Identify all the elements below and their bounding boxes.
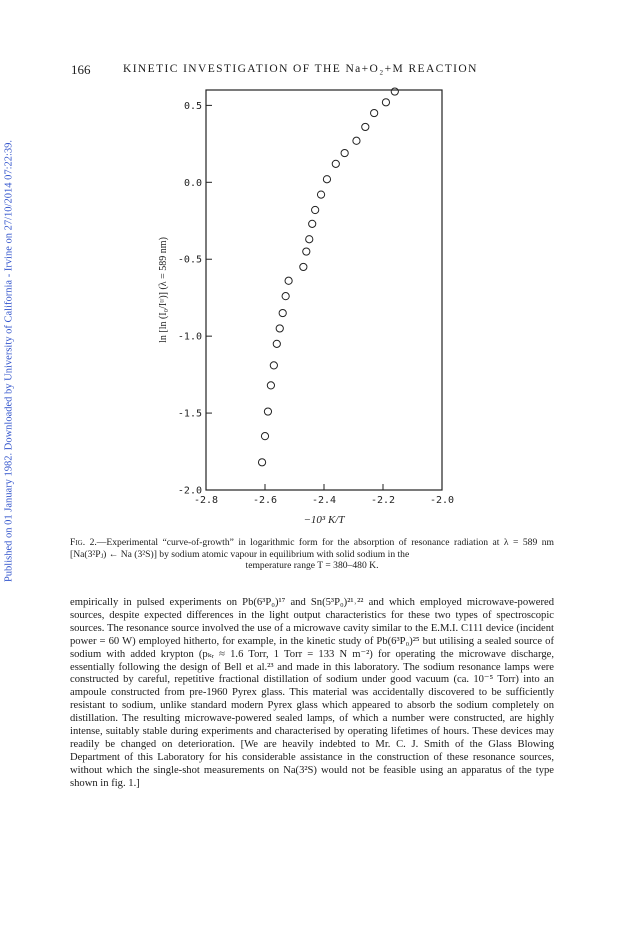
data-point [300,263,307,270]
data-point [312,206,319,213]
data-point [285,277,292,284]
data-point [303,248,310,255]
x-tick-label: -2.8 [193,495,219,506]
x-tick-label: -2.4 [311,495,337,506]
y-tick-label: 0.5 [183,100,202,112]
data-point [276,325,283,332]
y-tick-label: -0.5 [177,254,202,266]
y-tick-label: -1.5 [177,408,202,420]
scatter-chart [150,84,470,530]
x-tick-label: -2.2 [370,495,396,506]
figure-2 [150,84,470,530]
data-point [279,309,286,316]
data-point [282,293,289,300]
data-point [317,191,324,198]
data-point [382,99,389,106]
caption-last-line: temperature range T = 380–480 K. [245,560,379,571]
y-tick-label: -1.0 [177,331,202,343]
y-axis-label: ln [ln (I₀/Iᵗʳ)] (λ = 589 nm) [158,237,169,343]
data-point [391,88,398,95]
x-tick-label: -2.6 [252,495,278,506]
plot-frame [206,90,442,490]
page-header [71,62,541,80]
data-point [261,433,268,440]
x-tick-label: -2.0 [429,495,455,506]
caption-text: —Experimental “curve-of-growth” in logarithmic form for the absorption of resonance radiation at λ = 589 nm [Na(3²Pⱼ) ← Na (3²S)] by sodium atomic vapour in equilibrium with solid sodium in the [70,537,554,560]
data-point [273,340,280,347]
download-watermark [2,126,16,596]
data-point [353,137,360,144]
data-point [341,149,348,156]
data-point [371,109,378,116]
caption-label: Fig. 2. [70,537,97,548]
data-point [270,362,277,369]
running-head: KINETIC INVESTIGATION OF THE Na+O₂+M REACTION [123,63,478,75]
data-point [267,382,274,389]
data-point [309,220,316,227]
data-point [332,160,339,167]
x-axis-label: −10³ K/T [303,514,345,526]
data-point [323,176,330,183]
body-paragraph: empirically in pulsed experiments on Pb(6³P₀)¹⁷ and Sn(5³P₀)²¹˒²² and which employed microwave-powered sources, despite expected differences in the light output characteristics for these two types of spectroscopic sources. The resonance source involved the use of a microwave cavity similar to the E.M.I. C111 device (incident power = 60 W) employed hitherto, for example, in the kinetic study of Pb(6³P₀)²⁵ but utilising a sealed source of sodium with added krypton (pₖᵣ ≈ 1.6 Torr, 1 Torr = 133 N m⁻²) for operating the microwave discharge, essentially following the design of Bell et al.²³ and made in this laboratory. The sodium resonance lamps were constructed by careful, repetitive fractional distillation of sodium under good vacuum (ca. 10⁻⁵ Torr) into an ampoule constructed from pre-1960 Pyrex glass. This material was accidentally discovered to be sufficiently resistant to sodium, unlike standard modern Pyrex glass which appeared to absorb the sodium completely on distillation. The resulting microwave-powered sealed lamps, of which a number were constructed, are highly intense, suitably stable during experiments and characterised by operating lifetimes of hours. These devices may readily be changed on deterioration. [We are heavily indebted to Mr. C. J. Smith of the Glass Blowing Department of this Laboratory for his considerable assistance in the construction of these resonance sources, without which the single-shot measurements on Na(3²S) would not be feasible using an apparatus of the type shown in fig. 1.] [70,597,554,789]
data-point [306,236,313,243]
y-tick-label: -2.0 [177,485,202,497]
data-point [362,123,369,130]
figure-caption [70,537,554,572]
y-tick-label: 0.0 [183,177,202,189]
download-watermark-text: Published on 01 January 1982. Downloaded by University of California - Irvine on 27/10/2014 07:22:39. [3,139,15,583]
page-number: 166 [71,62,91,77]
data-point [264,408,271,415]
data-point [258,459,265,466]
